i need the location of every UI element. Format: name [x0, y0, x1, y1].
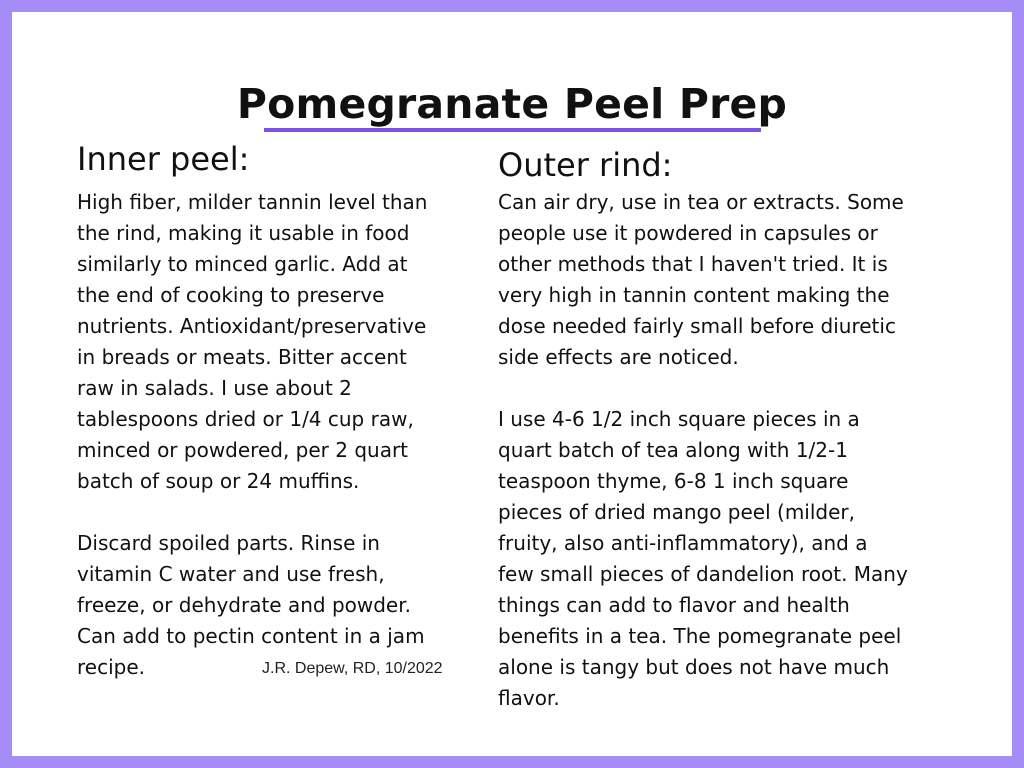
text-line: pieces of dried mango peel (milder, [498, 500, 856, 524]
text-line: batch of soup or 24 muffins. [77, 469, 360, 493]
text-line: very high in tannin content making the [498, 283, 890, 307]
text-line: Discard spoiled parts. Rinse in [77, 531, 380, 555]
outer-rind-body [498, 187, 943, 714]
inner-peel-body [77, 187, 522, 683]
text-line: alone is tangy but does not have much [498, 655, 890, 679]
text-line: High fiber, milder tannin level than [77, 190, 428, 214]
outer-rind-paragraph-1 [498, 187, 943, 373]
text-line: vitamin C water and use fresh, [77, 562, 385, 586]
text-line: the end of cooking to preserve [77, 283, 385, 307]
outer-rind-paragraph-2 [498, 404, 943, 714]
text-line: teaspoon thyme, 6-8 1 inch square [498, 469, 849, 493]
text-line: quart batch of tea along with 1/2-1 [498, 438, 848, 462]
text-line: people use it powdered in capsules or [498, 221, 878, 245]
text-line: fruity, also anti-inflammatory), and a [498, 531, 868, 555]
text-line: other methods that I haven't tried. It is [498, 252, 888, 276]
text-line: similarly to minced garlic. Add at [77, 252, 408, 276]
text-line: side effects are noticed. [498, 345, 739, 369]
text-line: tablespoons dried or 1/4 cup raw, [77, 407, 414, 431]
text-line: minced or powdered, per 2 quart [77, 438, 409, 462]
outer-rind-heading: Outer rind: [498, 146, 673, 184]
title-underline [264, 128, 761, 132]
page-title: Pomegranate Peel Prep [236, 80, 788, 128]
text-line: raw in salads. I use about 2 [77, 376, 352, 400]
text-line: things can add to flavor and health [498, 593, 850, 617]
text-line: freeze, or dehydrate and powder. [77, 593, 411, 617]
text-line: in breads or meats. Bitter accent [77, 345, 407, 369]
text-line: dose needed fairly small before diuretic [498, 314, 896, 338]
inner-peel-paragraph-1 [77, 187, 522, 497]
text-line: flavor. [498, 686, 560, 710]
inner-peel-heading: Inner peel: [77, 140, 250, 178]
text-line: I use 4-6 1/2 inch square pieces in a [498, 407, 860, 431]
text-line: recipe. [77, 655, 145, 679]
text-line: Can add to pectin content in a jam [77, 624, 425, 648]
text-line: Can air dry, use in tea or extracts. Some [498, 190, 904, 214]
text-line: the rind, making it usable in food [77, 221, 410, 245]
text-line: benefits in a tea. The pomegranate peel [498, 624, 902, 648]
text-line: few small pieces of dandelion root. Many [498, 562, 908, 586]
author-signature: J.R. Depew, RD, 10/2022 [262, 660, 443, 677]
text-line: nutrients. Antioxidant/preservative [77, 314, 427, 338]
document-page [12, 12, 1012, 756]
